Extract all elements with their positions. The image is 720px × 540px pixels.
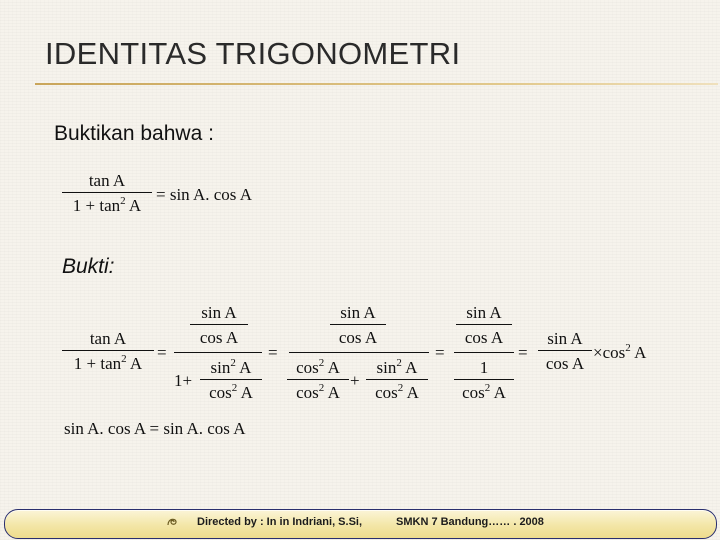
- page-title: IDENTITAS TRIGONOMETRI: [45, 36, 461, 71]
- proof-term-1: tan A $1 + \tan^2 A$: [62, 330, 154, 372]
- plus-sign: +: [350, 371, 360, 390]
- proof-conclusion: sin A. cos A = sin A. cos A: [64, 419, 246, 438]
- main-fraction-bar: [289, 352, 429, 353]
- proof-term-4-numerator: sin A cos A: [456, 304, 512, 346]
- curl-bullet-icon: [165, 514, 179, 528]
- equals-sign: =: [268, 343, 278, 362]
- proof-term-2-denominator: $\sin^2 A$ $\cos^2 A$: [200, 359, 262, 401]
- proof-term-4-denominator: 1 $\cos^2 A$: [454, 359, 514, 401]
- main-fraction-bar: [454, 352, 514, 353]
- equals-sign: =: [518, 343, 528, 362]
- prompt-text: Buktikan bahwa :: [54, 122, 214, 145]
- times-cos-squared: $\times\cos^2$ A: [593, 342, 647, 362]
- proof-term-3-right: $\sin^2 A$ $\cos^2 A$: [366, 359, 428, 401]
- footer-author: Directed by : In in Indriani, S.Si,: [197, 516, 363, 528]
- statement-rhs: = sin A. cos A: [156, 185, 253, 204]
- title-divider: [35, 83, 718, 85]
- proof-term-3-numerator: sin A cos A: [330, 304, 386, 346]
- proof-term-2-numerator: sin A cos A: [190, 304, 248, 346]
- footer-school: SMKN 7 Bandung…… . 2008: [396, 516, 544, 528]
- proof-label: Bukti:: [62, 255, 115, 278]
- equals-sign: =: [435, 343, 445, 362]
- one-plus: 1+: [174, 371, 193, 390]
- proof-term-3-left: $\cos^2 A$ $\cos^2 A$: [287, 359, 349, 401]
- statement-fraction: [62, 172, 152, 214]
- statement-denominator: $1 + \tan^2 A$: [72, 195, 142, 215]
- main-fraction-bar: [174, 352, 262, 353]
- proof-term-5: sin A cos A: [538, 330, 592, 372]
- statement-numerator: tan A: [88, 171, 126, 190]
- equals-sign: =: [157, 343, 167, 362]
